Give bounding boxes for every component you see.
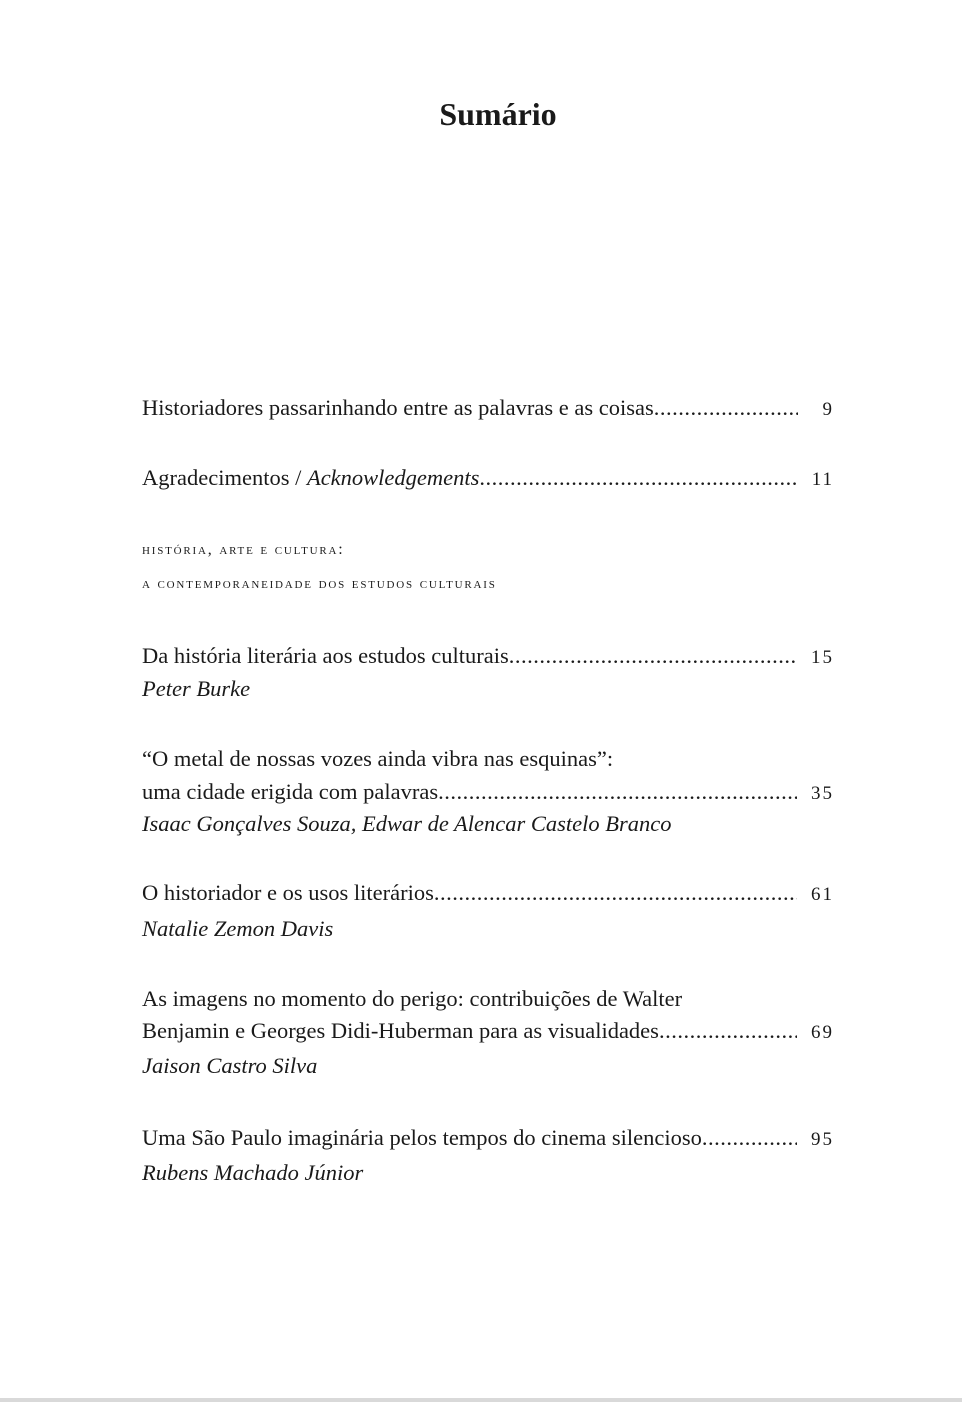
- dot-leader: [654, 393, 798, 423]
- toc-entry-title: Benjamin e Georges Didi-Huberman para as visualidades: [142, 1018, 659, 1043]
- toc-page-number: 15: [811, 647, 834, 668]
- toc-entry-title: uma cidade erigida com palavras: [142, 779, 439, 804]
- toc-entry-title-line: As imagens no momento do perigo: contribuições de Walter: [142, 986, 683, 1011]
- toc-entry-author: Peter Burke: [142, 676, 251, 701]
- toc-entry-author: Natalie Zemon Davis: [142, 916, 334, 941]
- toc-entry-title-italic: Acknowledgements: [306, 465, 480, 490]
- toc-page-number: 61: [811, 884, 834, 905]
- page-bottom-edge: [0, 1398, 962, 1402]
- dot-leader: [659, 1016, 797, 1046]
- toc-entry: [142, 393, 834, 425]
- dot-leader: [509, 641, 797, 671]
- dot-leader: [479, 463, 797, 493]
- section-heading-line-2: a contemporaneidade dos estudos culturais: [142, 575, 497, 592]
- toc-page-number: 95: [811, 1129, 834, 1150]
- toc-entry-title-line: “O metal de nossas vozes ainda vibra nas esquinas”:: [142, 746, 614, 771]
- toc-page-number: 11: [811, 469, 834, 490]
- toc-entry-author: Rubens Machado Júnior: [142, 1160, 364, 1185]
- toc-entry: [142, 777, 834, 809]
- toc-entry-author: Jaison Castro Silva: [142, 1053, 318, 1078]
- toc-page-number: 69: [811, 1022, 834, 1043]
- dot-leader: [438, 777, 797, 807]
- toc-entry: [142, 641, 834, 673]
- toc-page-number: 9: [822, 399, 834, 420]
- toc-entry-title: Historiadores passarinhando entre as palavras e as coisas: [142, 395, 654, 420]
- toc-entry-title: Uma São Paulo imaginária pelos tempos do cinema silencioso: [142, 1125, 702, 1150]
- dot-leader: [434, 878, 797, 908]
- toc-entry-title-plain: Agradecimentos /: [142, 465, 307, 490]
- toc-entry: [142, 1016, 834, 1048]
- toc-entry-title: [142, 463, 479, 493]
- toc-entry-title: Da história literária aos estudos culturais: [142, 643, 509, 668]
- toc-entry: [142, 463, 834, 495]
- toc-entry-title: O historiador e os usos literários: [142, 880, 434, 905]
- section-heading-line-1: história, arte e cultura:: [142, 541, 345, 558]
- page-title: Sumário: [439, 96, 557, 132]
- toc-entry: [142, 878, 834, 910]
- toc-page-number: 35: [811, 783, 834, 804]
- toc-entry-author: Isaac Gonçalves Souza, Edwar de Alencar Castelo Branco: [142, 811, 672, 836]
- toc-entry: [142, 1123, 834, 1155]
- dot-leader: [702, 1123, 797, 1153]
